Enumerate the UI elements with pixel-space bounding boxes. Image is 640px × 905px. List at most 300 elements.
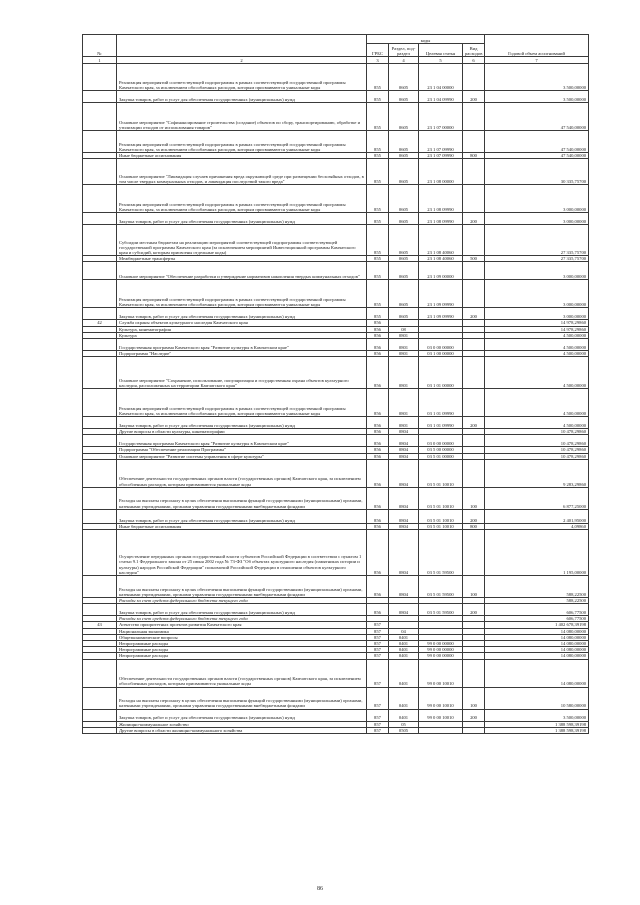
header-amount: Годовой объем ассигнований <box>485 35 589 57</box>
header-target: Целевая статья <box>419 44 463 57</box>
row-grbs: 856 <box>367 523 389 529</box>
table-row <box>83 91 589 103</box>
table-row <box>83 604 589 616</box>
row-grbs: 855 <box>367 280 389 308</box>
row-number <box>83 262 117 280</box>
row-amount: 4 500,00000 <box>485 357 589 389</box>
row-number <box>83 225 117 256</box>
table-row <box>83 509 589 523</box>
row-section: 0804 <box>389 447 419 453</box>
row-number <box>83 213 117 225</box>
row-description: Расходы на выплаты персоналу в целях обеспечения выполнения функций государственными (муниципальными) органами, казенными учреждениями, органами управления государственными внебюджетными фондами <box>117 576 367 598</box>
row-amount: 606,77500 <box>485 604 589 616</box>
row-target: 23 1 08 40060 <box>419 225 463 256</box>
row-kind: 200 <box>463 509 485 523</box>
row-amount: 14 080,00000 <box>485 653 589 659</box>
row-number <box>83 159 117 185</box>
row-amount: 6 877,25000 <box>485 487 589 509</box>
row-number <box>83 64 117 91</box>
row-amount: 14 080,00000 <box>485 659 589 687</box>
row-section: 0804 <box>389 453 419 459</box>
row-number <box>83 131 117 153</box>
row-amount: 4 500,00000 <box>485 389 589 417</box>
row-section: 0605 <box>389 131 419 153</box>
row-grbs: 855 <box>367 256 389 262</box>
row-amount: 27 335,75700 <box>485 256 589 262</box>
row-kind <box>463 225 485 256</box>
row-amount: 10 478,29860 <box>485 429 589 435</box>
header-section: Раздел, под-раздел <box>389 44 419 57</box>
row-kind: 200 <box>463 91 485 103</box>
row-amount: 588,22500 <box>485 598 589 604</box>
row-description: Основное мероприятие "Сохранение, использование, популяризация и государственная охрана объектов культурного наследия, расположенных на территории Камчатского края" <box>117 357 367 389</box>
table-row <box>83 727 589 733</box>
row-target: 23 1 07 09990 <box>419 153 463 159</box>
row-kind <box>463 727 485 733</box>
row-description: Закупка товаров, работ и услуг для обеспечения государственных (муниципальных) нужд <box>117 604 367 616</box>
row-section: 0804 <box>389 459 419 487</box>
row-amount: 4 500,00000 <box>485 417 589 429</box>
page-number: 86 <box>317 886 323 892</box>
row-number <box>83 459 117 487</box>
row-description: Обеспечение деятельности государственных органов власти (государственных органов) Камчатского края, за исключением обособленных расходов, которым присваиваются уникальные коды <box>117 459 367 487</box>
row-grbs: 855 <box>367 262 389 280</box>
row-number: 42 <box>83 320 117 326</box>
row-grbs: 856 <box>367 509 389 523</box>
row-description: Расходы за счет средств федерального бюджета текущего года <box>117 598 367 604</box>
row-number <box>83 509 117 523</box>
row-description: Субсидии местным бюджетам на реализацию мероприятий соответствующей подпрограммы соответствующей государственной программы Камчатского края (за исключением мероприятий Инвестиционной программы Камчатского края и субсидий, которым присвоены отдельные коды) <box>117 225 367 256</box>
row-section: 0801 <box>389 357 419 389</box>
row-amount: 10 478,29860 <box>485 435 589 447</box>
row-amount: 9 283,29860 <box>485 459 589 487</box>
row-kind <box>463 530 485 576</box>
row-grbs: 856 <box>367 447 389 453</box>
row-grbs: 856 <box>367 332 389 338</box>
budget-table <box>82 34 589 734</box>
row-target: 03 5 01 59500 <box>419 604 463 616</box>
row-description: Обеспечение деятельности государственных органов власти (государственных органов) Камчатского края, за исключением обособленных расходов, которым присваиваются уникальные коды <box>117 659 367 687</box>
row-description: Государственная программа Камчатского края "Развитие культуры в Камчатском крае" <box>117 339 367 351</box>
row-target: 23 1 09 09990 <box>419 308 463 320</box>
row-amount: 4,09860 <box>485 523 589 529</box>
column-number: 3 <box>367 57 389 64</box>
row-amount: 3 500,00000 <box>485 91 589 103</box>
row-amount: 4 500,00000 <box>485 339 589 351</box>
table-row <box>83 280 589 308</box>
row-number <box>83 727 117 733</box>
row-kind <box>463 459 485 487</box>
row-kind <box>463 339 485 351</box>
row-target: 23 1 07 00000 <box>419 103 463 131</box>
row-description: Реализация мероприятий соответствующей подпрограммы в рамках соответствующей государственной программы Камчатского края, за исключением обособленных расходов, которым присваиваются уникальные коды <box>117 389 367 417</box>
row-amount: 1 195,00000 <box>485 530 589 576</box>
column-number: 6 <box>463 57 485 64</box>
table-row <box>83 459 589 487</box>
row-description: Общеэкономические вопросы <box>117 634 367 640</box>
row-amount: 3 000,00000 <box>485 308 589 320</box>
row-target: 03 5 01 00000 <box>419 453 463 459</box>
row-amount: 588,22500 <box>485 576 589 598</box>
row-amount: 14 080,00000 <box>485 647 589 653</box>
row-grbs: 856 <box>367 435 389 447</box>
row-amount: 14 978,29860 <box>485 326 589 332</box>
row-number <box>83 339 117 351</box>
row-kind: 200 <box>463 417 485 429</box>
row-description: Жилищно-коммунальное хозяйство <box>117 721 367 727</box>
row-grbs: 856 <box>367 604 389 616</box>
row-section: 0801 <box>389 339 419 351</box>
row-section: 05 <box>389 721 419 727</box>
row-section: 0801 <box>389 351 419 357</box>
column-number: 1 <box>83 57 117 64</box>
row-kind <box>463 659 485 687</box>
row-grbs: 857 <box>367 687 389 709</box>
header-description <box>117 35 367 57</box>
table-row <box>83 435 589 447</box>
row-grbs: 857 <box>367 622 389 628</box>
row-grbs: 855 <box>367 213 389 225</box>
row-target: 99 0 00 10010 <box>419 709 463 721</box>
row-section: 0605 <box>389 213 419 225</box>
row-grbs: 856 <box>367 576 389 598</box>
table-row <box>83 213 589 225</box>
table-row <box>83 417 589 429</box>
row-description: Реализация мероприятий соответствующей подпрограммы в рамках соответствующей государственной программы Камчатского края, за исключением обособленных расходов, которым присваиваются уникальные коды <box>117 185 367 213</box>
row-amount: 27 335,75700 <box>485 225 589 256</box>
row-section: 04 <box>389 628 419 634</box>
row-section: 0505 <box>389 727 419 733</box>
row-target: 03 5 01 10010 <box>419 487 463 509</box>
row-description: Агентство приоритетных проектов развития Камчатского края <box>117 622 367 628</box>
row-grbs: 857 <box>367 641 389 647</box>
row-description: Закупка товаров, работ и услуг для обеспечения государственных (муниципальных) нужд <box>117 213 367 225</box>
row-description: Культура <box>117 332 367 338</box>
row-section: 0804 <box>389 429 419 435</box>
row-kind: 200 <box>463 709 485 721</box>
row-target: 23 1 08 40060 <box>419 256 463 262</box>
row-target: 23 1 09 00000 <box>419 262 463 280</box>
row-number <box>83 357 117 389</box>
row-section: 0801 <box>389 417 419 429</box>
row-description: Основное мероприятие "Развитие системы управления в сфере культуры" <box>117 453 367 459</box>
row-target: 23 1 09 09990 <box>419 280 463 308</box>
row-target: 23 1 08 00000 <box>419 159 463 185</box>
row-description: Осуществление переданных органам государственной власти субъектов Российской Федерации в соответствии с пунктом 1 статьи 9.1 Федерального закона от 25 июня 2002 года № 73-ФЗ "Об объектах культурного наследия (памятниках истории и культуры) народов Российской Федерации" полномочий Российской Федерации в отношении объектов культурного наследия" <box>117 530 367 576</box>
row-description: Подпрограмма "Наследие" <box>117 351 367 357</box>
row-description: Другие вопросы в области культуры, кинематографии <box>117 429 367 435</box>
row-section: 0401 <box>389 709 419 721</box>
row-description: Закупка товаров, работ и услуг для обеспечения государственных (муниципальных) нужд <box>117 509 367 523</box>
column-number: 2 <box>117 57 367 64</box>
row-grbs: 856 <box>367 320 389 326</box>
row-grbs: 856 <box>367 339 389 351</box>
row-description: Непрограммные расходы <box>117 653 367 659</box>
row-grbs: 856 <box>367 326 389 332</box>
row-kind: 500 <box>463 256 485 262</box>
row-amount: 606,77500 <box>485 616 589 622</box>
table-row <box>83 339 589 351</box>
row-kind: 800 <box>463 523 485 529</box>
row-section: 0605 <box>389 91 419 103</box>
row-section: 0605 <box>389 225 419 256</box>
row-target: 99 0 00 00000 <box>419 653 463 659</box>
row-section: 0804 <box>389 523 419 529</box>
row-target: 03 0 00 00000 <box>419 435 463 447</box>
table-row <box>83 357 589 389</box>
header-codes: коды <box>367 35 485 44</box>
row-number <box>83 91 117 103</box>
table-row <box>83 64 589 91</box>
row-description: Межбюджетные трансферты <box>117 256 367 262</box>
row-grbs: 857 <box>367 653 389 659</box>
row-section: 0401 <box>389 647 419 653</box>
row-section: 0401 <box>389 687 419 709</box>
row-section: 0804 <box>389 576 419 598</box>
row-grbs: 857 <box>367 634 389 640</box>
row-section: 0605 <box>389 159 419 185</box>
row-section: 08 <box>389 326 419 332</box>
row-amount: 3 500,00000 <box>485 709 589 721</box>
row-amount: 10 478,29860 <box>485 447 589 453</box>
row-description: Закупка товаров, работ и услуг для обеспечения государственных (муниципальных) нужд <box>117 91 367 103</box>
row-kind <box>463 280 485 308</box>
row-description: Расходы на выплаты персоналу в целях обеспечения выполнения функций государственными (муниципальными) органами, казенными учреждениями, органами управления государственными внебюджетными фондами <box>117 687 367 709</box>
row-target: 99 0 00 00000 <box>419 647 463 653</box>
row-number <box>83 435 117 447</box>
row-kind <box>463 64 485 91</box>
row-amount: 14 080,00000 <box>485 628 589 634</box>
row-amount: 14 080,00000 <box>485 634 589 640</box>
table-row <box>83 530 589 576</box>
row-description: Государственная программа Камчатского края "Развитие культуры в Камчатском крае" <box>117 435 367 447</box>
row-kind <box>463 185 485 213</box>
row-section: 0605 <box>389 280 419 308</box>
row-target: 23 1 08 09990 <box>419 185 463 213</box>
row-section: 0605 <box>389 308 419 320</box>
row-target: 03 1 00 00000 <box>419 351 463 357</box>
table-row <box>83 659 589 687</box>
row-section: 0401 <box>389 653 419 659</box>
row-number <box>83 687 117 709</box>
row-description: Основное мероприятие "Ликвидация случаев причинения вреда окружающей среде при размещении бесхозяйных отходов, в том числе твердых коммунальных отходов, и ликвидация последствий такого вреда" <box>117 159 367 185</box>
row-section: 0804 <box>389 487 419 509</box>
row-grbs: 855 <box>367 153 389 159</box>
row-grbs: 856 <box>367 530 389 576</box>
row-number <box>83 280 117 308</box>
row-section: 0804 <box>389 435 419 447</box>
header-grbs: ГРБС <box>367 44 389 57</box>
row-target: 03 5 00 00000 <box>419 447 463 453</box>
row-grbs: 857 <box>367 628 389 634</box>
row-kind: 200 <box>463 308 485 320</box>
row-section: 0605 <box>389 262 419 280</box>
row-section: 0804 <box>389 530 419 576</box>
row-grbs: 855 <box>367 64 389 91</box>
row-grbs: 857 <box>367 659 389 687</box>
row-amount: 47 540,00000 <box>485 131 589 153</box>
row-description: Другие вопросы в области жилищно-коммунального хозяйства <box>117 727 367 733</box>
row-section: 0605 <box>389 103 419 131</box>
row-grbs: 855 <box>367 308 389 320</box>
row-description: Основное мероприятие "Софинансирование строительства (создание) объектов по сбору, транспортированию, обработке и утилизации отходов от использования товаров" <box>117 103 367 131</box>
row-target: 99 0 00 10010 <box>419 687 463 709</box>
row-amount: 47 540,00000 <box>485 153 589 159</box>
row-grbs: 855 <box>367 159 389 185</box>
row-number <box>83 576 117 598</box>
row-section: 0605 <box>389 256 419 262</box>
column-number: 5 <box>419 57 463 64</box>
row-grbs: 856 <box>367 429 389 435</box>
row-number: 43 <box>83 622 117 628</box>
row-description: Реализация мероприятий соответствующей подпрограммы в рамках соответствующей государственной программы Камчатского края, за исключением обособленных расходов, которым присваиваются уникальные коды <box>117 131 367 153</box>
row-section: 0401 <box>389 659 419 687</box>
row-grbs: 855 <box>367 131 389 153</box>
row-kind <box>463 435 485 447</box>
row-description: Непрограммные расходы <box>117 647 367 653</box>
row-target: 03 5 01 59500 <box>419 530 463 576</box>
row-amount: 47 540,00000 <box>485 103 589 131</box>
column-numbers-row <box>83 57 589 64</box>
row-description: Основное мероприятие "Обеспечение разработки и утверждение нормативов накопления твердых коммунальных отходов" <box>117 262 367 280</box>
row-amount: 4 500,00000 <box>485 332 589 338</box>
table-row <box>83 159 589 185</box>
row-number <box>83 308 117 320</box>
row-amount: 30 335,75700 <box>485 159 589 185</box>
row-section: 0801 <box>389 389 419 417</box>
row-kind <box>463 103 485 131</box>
row-grbs: 856 <box>367 459 389 487</box>
row-description: Культура, кинематография <box>117 326 367 332</box>
row-amount: 10 580,00000 <box>485 687 589 709</box>
row-description: Реализация мероприятий соответствующей подпрограммы в рамках соответствующей государственной программы Камчатского края, за исключением обособленных расходов, которым присваиваются уникальные коды <box>117 64 367 91</box>
row-target: 03 1 01 00000 <box>419 357 463 389</box>
table-row <box>83 487 589 509</box>
row-grbs: 856 <box>367 357 389 389</box>
row-kind <box>463 357 485 389</box>
table-row <box>83 103 589 131</box>
row-amount: 3 500,00000 <box>485 64 589 91</box>
row-kind: 100 <box>463 487 485 509</box>
row-kind <box>463 131 485 153</box>
row-amount: 3 000,00000 <box>485 213 589 225</box>
row-section: 0804 <box>389 509 419 523</box>
row-description: Служба охраны объектов культурного наследия Камчатского края <box>117 320 367 326</box>
row-number <box>83 709 117 721</box>
row-number <box>83 487 117 509</box>
row-description: Закупка товаров, работ и услуг для обеспечения государственных (муниципальных) нужд <box>117 308 367 320</box>
row-amount: 14 978,29860 <box>485 320 589 326</box>
row-amount: 3 000,00000 <box>485 280 589 308</box>
row-description: Закупка товаров, работ и услуг для обеспечения государственных (муниципальных) нужд <box>117 417 367 429</box>
row-target: 23 1 07 09990 <box>419 131 463 153</box>
row-description: Иные бюджетные ассигнования <box>117 523 367 529</box>
row-target: 03 1 01 09990 <box>419 417 463 429</box>
table-row <box>83 576 589 598</box>
row-target: 03 5 01 59500 <box>419 576 463 598</box>
table-row <box>83 709 589 721</box>
row-kind <box>463 159 485 185</box>
row-grbs: 857 <box>367 647 389 653</box>
row-description: Иные бюджетные ассигнования <box>117 153 367 159</box>
row-number <box>83 530 117 576</box>
row-grbs: 856 <box>367 417 389 429</box>
row-description: Непрограммные расходы <box>117 641 367 647</box>
row-grbs: 857 <box>367 727 389 733</box>
row-amount: 2 401,95000 <box>485 509 589 523</box>
row-section: 0401 <box>389 641 419 647</box>
row-grbs: 855 <box>367 225 389 256</box>
row-kind <box>463 262 485 280</box>
header-num: № <box>83 35 117 57</box>
row-number <box>83 659 117 687</box>
row-grbs: 857 <box>367 709 389 721</box>
row-number <box>83 417 117 429</box>
row-amount: 4 500,00000 <box>485 351 589 357</box>
row-amount: 1 402 678,39198 <box>485 622 589 628</box>
row-grbs: 855 <box>367 91 389 103</box>
row-target: 03 5 01 10010 <box>419 509 463 523</box>
row-amount: 3 000,00000 <box>485 185 589 213</box>
row-description: Расходы за счет средств федерального бюджета текущего года <box>117 616 367 622</box>
row-target: 23 1 04 00000 <box>419 64 463 91</box>
row-description: Расходы на выплаты персоналу в целях обеспечения выполнения функций государственными (муниципальными) органами, казенными учреждениями, органами управления государственными внебюджетными фондами <box>117 487 367 509</box>
column-number: 7 <box>485 57 589 64</box>
row-kind: 200 <box>463 604 485 616</box>
row-number <box>83 103 117 131</box>
row-target: 23 1 08 09990 <box>419 213 463 225</box>
row-amount: 1 388 598,39198 <box>485 721 589 727</box>
row-amount: 1 388 598,39198 <box>485 727 589 733</box>
row-section: 0401 <box>389 634 419 640</box>
row-grbs: 856 <box>367 351 389 357</box>
row-target: 03 1 01 09990 <box>419 389 463 417</box>
row-target: 03 5 01 10010 <box>419 459 463 487</box>
row-target: 03 5 01 10010 <box>419 523 463 529</box>
row-kind <box>463 389 485 417</box>
row-target <box>419 727 463 733</box>
row-amount: 14 080,00000 <box>485 641 589 647</box>
row-target: 99 0 00 10010 <box>419 659 463 687</box>
row-section: 0605 <box>389 185 419 213</box>
row-description: Реализация мероприятий соответствующей подпрограммы в рамках соответствующей государственной программы Камчатского края, за исключением обособленных расходов, которым присваиваются уникальные коды <box>117 280 367 308</box>
row-grbs: 856 <box>367 487 389 509</box>
row-kind: 100 <box>463 576 485 598</box>
row-number <box>83 185 117 213</box>
table-row <box>83 131 589 153</box>
row-grbs: 856 <box>367 389 389 417</box>
row-grbs: 857 <box>367 721 389 727</box>
table-row <box>83 225 589 256</box>
row-target: 99 0 00 00000 <box>419 641 463 647</box>
row-section: 0801 <box>389 332 419 338</box>
row-description: Закупка товаров, работ и услуг для обеспечения государственных (муниципальных) нужд <box>117 709 367 721</box>
table-row <box>83 308 589 320</box>
row-grbs: 856 <box>367 453 389 459</box>
row-number <box>83 604 117 616</box>
row-kind: 800 <box>463 153 485 159</box>
header-kind: Вид расходов <box>463 44 485 57</box>
column-number: 4 <box>389 57 419 64</box>
row-description: Национальная экономика <box>117 628 367 634</box>
table-row <box>83 687 589 709</box>
row-amount: 10 478,29860 <box>485 453 589 459</box>
row-grbs: 855 <box>367 185 389 213</box>
row-number <box>83 389 117 417</box>
row-kind: 200 <box>463 213 485 225</box>
table-row <box>83 185 589 213</box>
row-section: 0605 <box>389 153 419 159</box>
